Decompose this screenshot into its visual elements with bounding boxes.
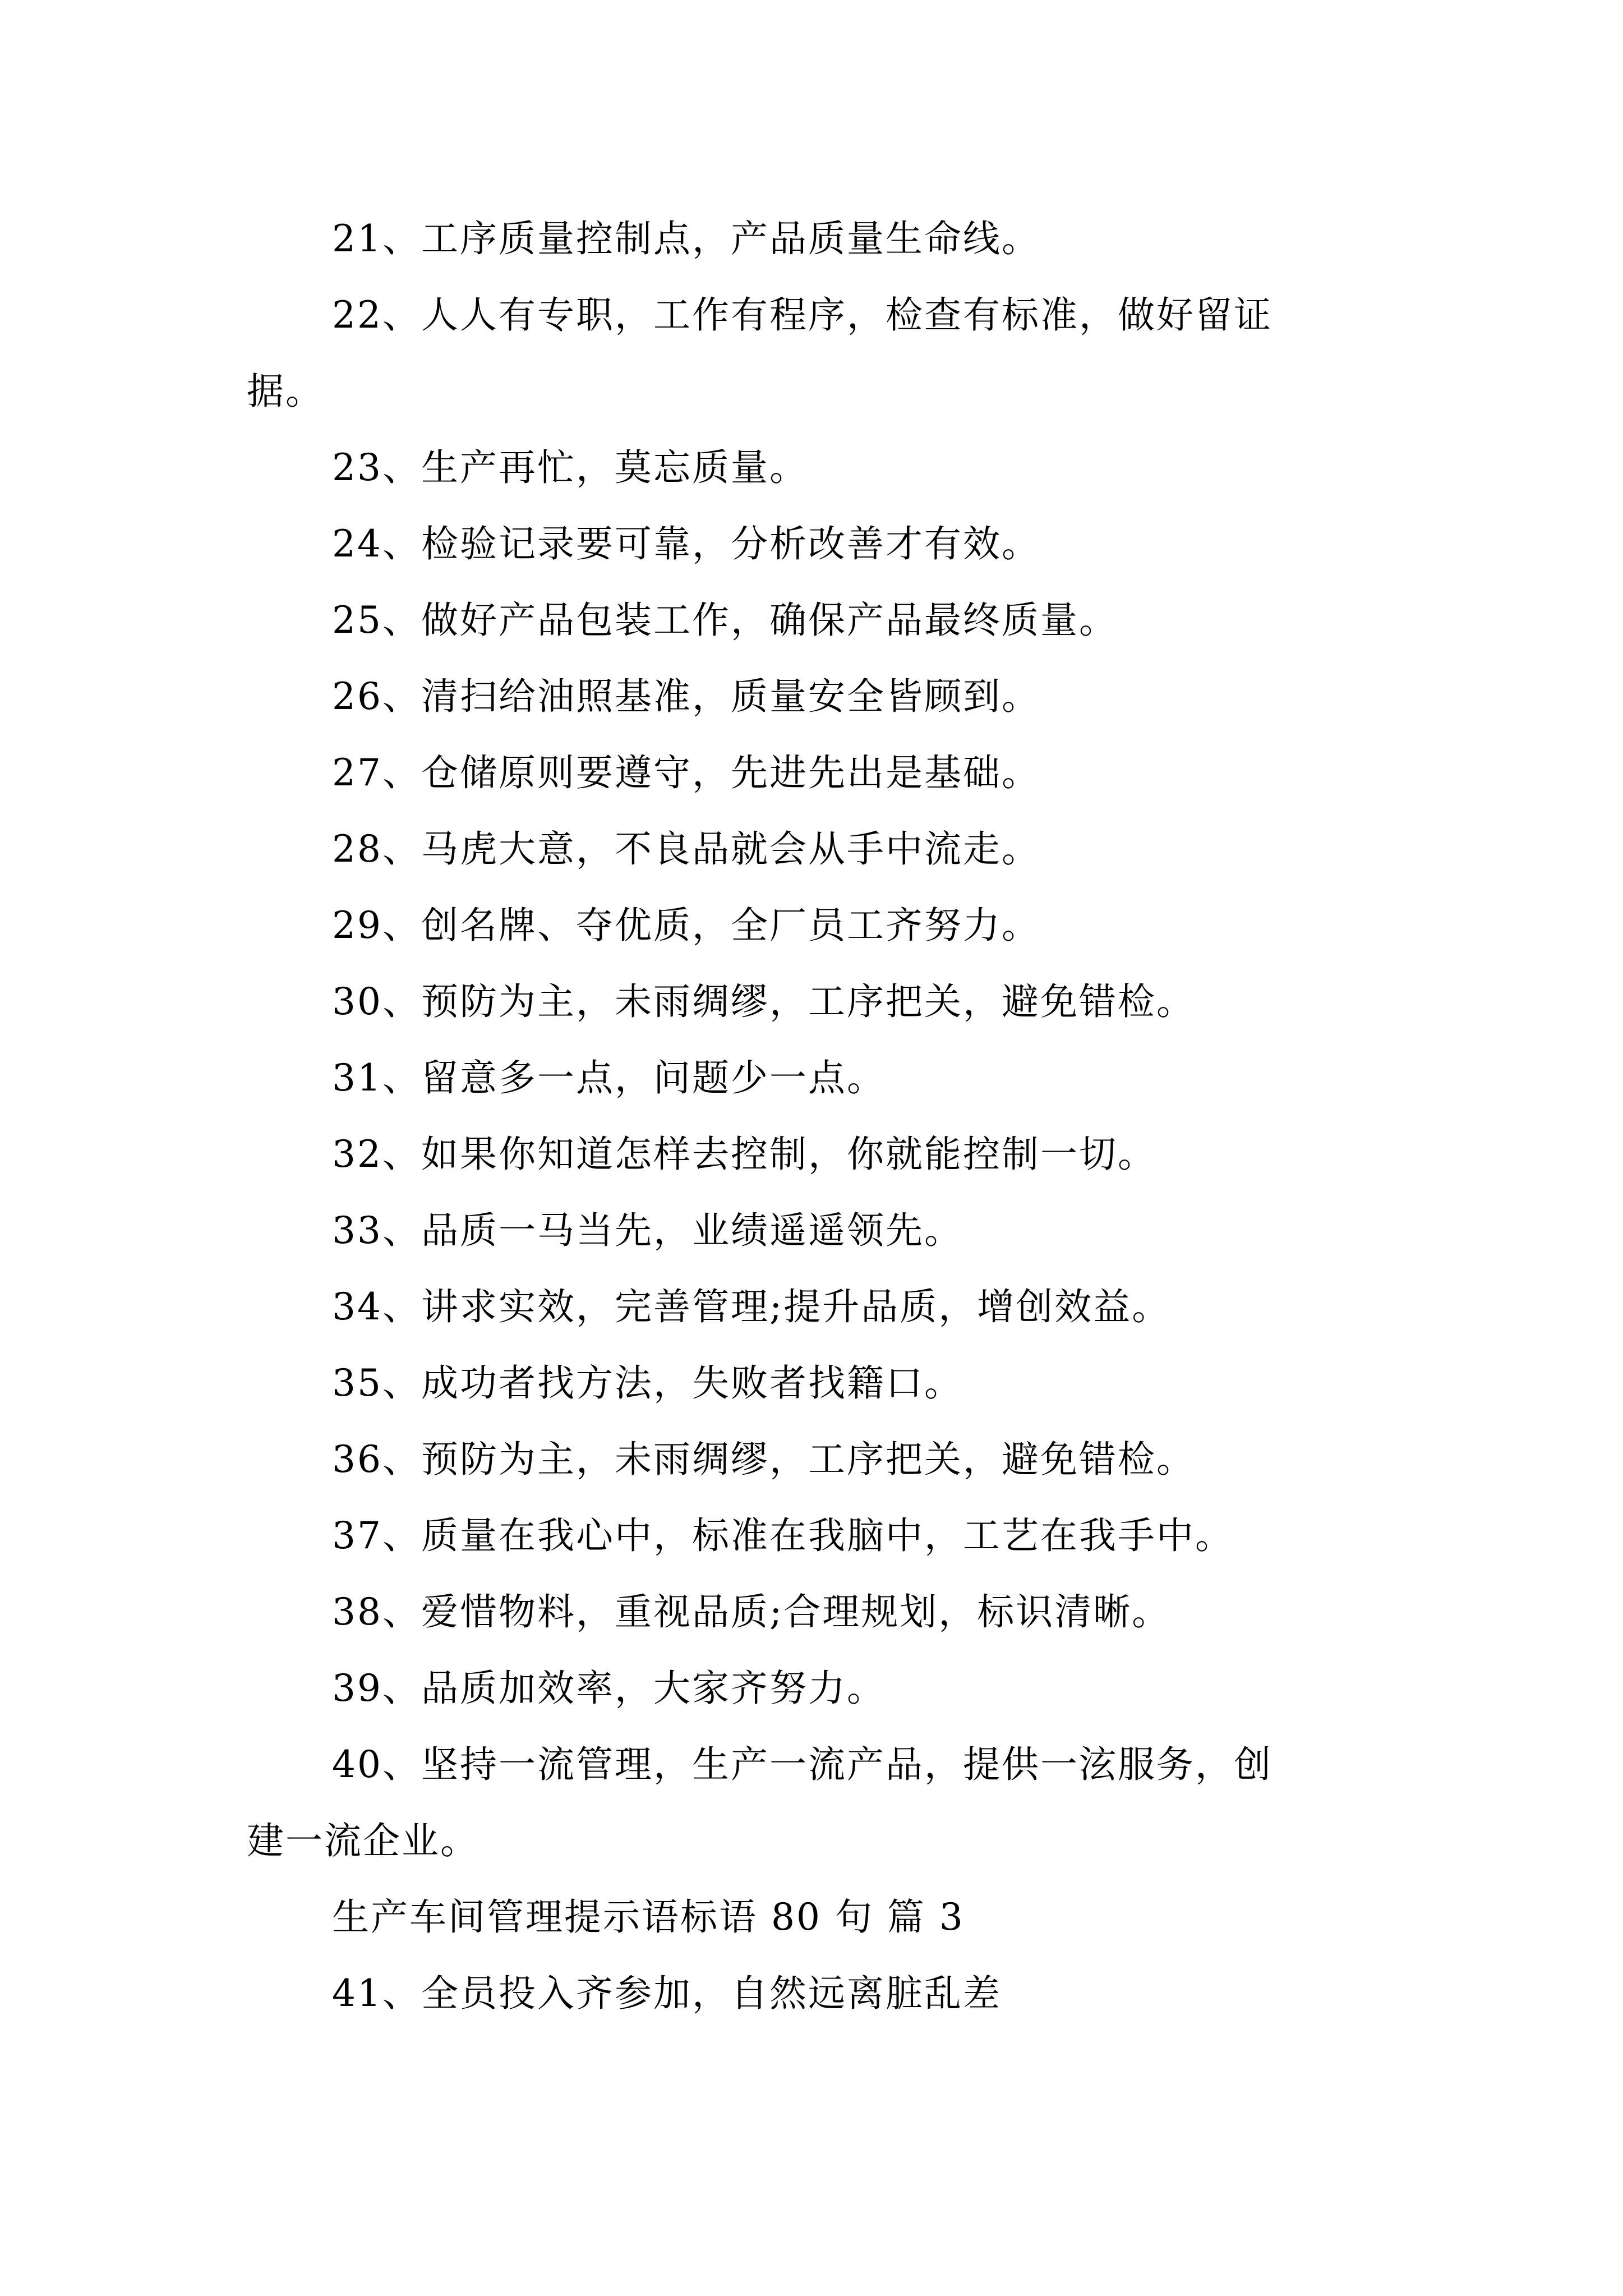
- slogan-34: 34、讲求实效，完善管理;提升品质，增创效益。: [332, 1285, 1171, 1328]
- slogan-40: 40、坚持一流管理，生产一流产品，提供一泫服务，创: [332, 1743, 1272, 1786]
- slogan-33: 33、品质一马当先，业绩遥遥领先。: [332, 1209, 963, 1252]
- slogan-22-continuation: 据。: [247, 370, 324, 413]
- document-body: [247, 201, 1391, 2032]
- section-heading: 生产车间管理提示语标语 80 句 篇 3: [332, 1895, 965, 1939]
- slogan-28: 28、马虎大意，不良品就会从手中流走。: [332, 827, 1040, 871]
- slogan-31: 31、留意多一点，问题少一点。: [332, 1056, 886, 1099]
- slogan-40-continuation: 建一流企业。: [247, 1819, 479, 1862]
- slogan-24: 24、检验记录要可靠，分析改善才有效。: [332, 522, 1040, 565]
- slogan-36: 36、预防为主，未雨绸缪，工序把关，避免错检。: [332, 1438, 1195, 1481]
- slogan-39: 39、品质加效率，大家齐努力。: [332, 1667, 886, 1710]
- slogan-26: 26、清扫给油照基准，质量安全皆顾到。: [332, 675, 1040, 718]
- slogan-27: 27、仓储原则要遵守，先进先出是基础。: [332, 751, 1040, 794]
- slogan-22: 22、人人有专职，工作有程序，检查有标准，做好留证: [332, 293, 1272, 337]
- slogan-23: 23、生产再忙，莫忘质量。: [332, 446, 808, 489]
- slogan-35: 35、成功者找方法，失败者找籍口。: [332, 1361, 963, 1405]
- slogan-30: 30、预防为主，未雨绸缪，工序把关，避免错检。: [332, 980, 1195, 1023]
- slogan-29: 29、创名牌、夺优质，全厂员工齐努力。: [332, 904, 1040, 947]
- slogan-38: 38、爱惜物料，重视品质;合理规划，标识清晰。: [332, 1590, 1171, 1634]
- slogan-37: 37、质量在我心中，标准在我脑中，工艺在我手中。: [332, 1514, 1234, 1557]
- slogan-21: 21、工序质量控制点，产品质量生命线。: [332, 217, 1040, 260]
- slogan-41: 41、全员投入齐参加，自然远离脏乱差: [332, 1972, 1002, 2015]
- slogan-25: 25、做好产品包装工作，确保产品最终质量。: [332, 599, 1118, 642]
- slogan-32: 32、如果你知道怎样去控制，你就能控制一切。: [332, 1133, 1156, 1176]
